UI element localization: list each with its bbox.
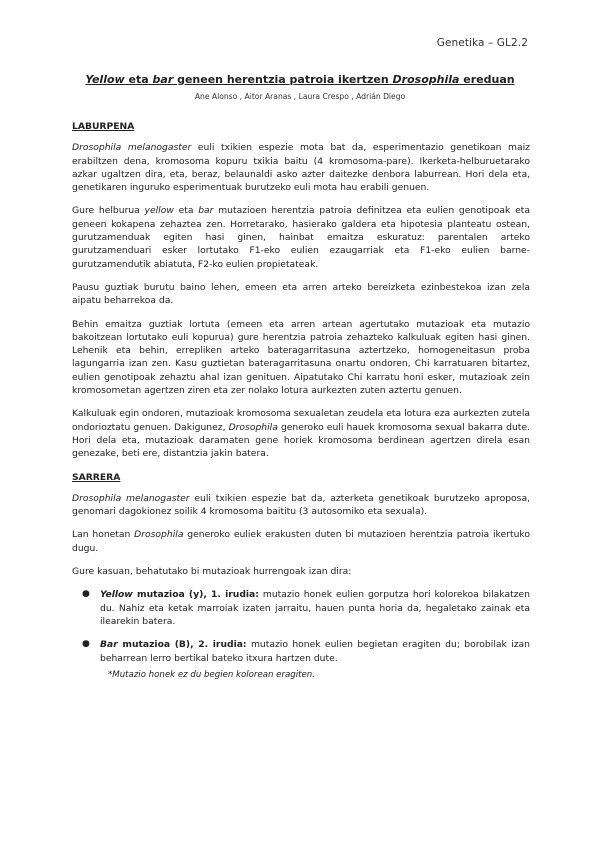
bullet-icon: ●	[82, 639, 90, 650]
mutation-label: mutazioa (B), 2. irudia:	[117, 639, 247, 651]
mutation-label: mutazioa (y), 1. irudia:	[132, 589, 259, 601]
mutation-name: Yellow	[100, 589, 133, 601]
section-heading-laburpena: LABURPENA	[72, 121, 135, 132]
title-gene-bar: bar	[152, 73, 174, 86]
abstract-paragraph: Pausu guztiak burutu baino lehen, emeen eta arren arteko bereizketa ezinbestekoa izan zela aipatu beharrekoa da.	[72, 281, 530, 307]
gene-name: yellow	[144, 205, 174, 217]
title-text: ereduan	[459, 73, 515, 86]
title-text: eta	[124, 73, 153, 86]
species-name: Drosophila melanogaster	[72, 492, 190, 504]
bullet-icon: ●	[82, 589, 90, 600]
footnote: *Mutazio honek ez du begien kolorean eragiten.	[108, 669, 315, 680]
title-text: geneen herentzia patroia ikertzen	[173, 73, 393, 86]
paragraph-text: eta	[173, 205, 199, 217]
mutation-list	[72, 588, 530, 664]
title-genus: Drosophila	[392, 73, 460, 86]
paragraph-text: euli txikien espezie bat da, azterketa genetikoak burutzeko aproposa, genomari dagokionez soilik 4 kromosoma baititu (3 autosomiko eta sexuala).	[72, 492, 531, 518]
abstract-paragraph: Behin emaitza guztiak lortuta (emeen eta arren artean agertutako mutazioak eta mutazio bakoitzean lortutako euli kopurua) gure herentzia patroia zehazteko kalkuluak egiten hasi ginen. Lehenik eta behin, errepliken arteko bateragarritasuna aztertzeko, homogeneitasun proba lagungarria izan zen. Kasu guztietan bateragarritasuna onartu ondoren, Chi karratuaren bitartez, eulien genotipoak zehaztu ahal izan genituen. Aipatutako Chi karratu honi esker, mutazioak zein kromosometan agertzen ziren eta zer nolako lotura aurkezten zuten aztertu genuen.	[72, 318, 530, 397]
abstract-paragraph	[72, 204, 530, 270]
mutation-description: mutazio honek eulien begietan eragiten du; borobilak izan beharrean lerro bertikal bateko itxura hartzen dute.	[100, 639, 531, 664]
paragraph-text: generoko euliek erakusten duten bi mutazioen herentzia patroia ikertuko dugu.	[72, 529, 531, 554]
author-list: Ane Alonso , Aitor Aranas , Laura Crespo , Adrián Diego	[194, 92, 406, 101]
gene-name: bar	[198, 205, 214, 217]
list-item	[82, 638, 530, 665]
paragraph-text: Lan honetan	[72, 529, 135, 541]
paragraph-text: generoko euli hauek kromosoma sexual bakarra dute. Hori dela eta, mutazioak daramaten gene horiek kromosoma berdinean agertzen direla esan genezake, beti ere, distantzia jakin batera.	[72, 421, 530, 460]
running-header: Genetika – GL2.2	[436, 37, 528, 49]
species-name: Drosophila	[228, 421, 278, 433]
mutation-description: mutazio honek eulien gorputza hori kolorekoa bilakatzen du. Nahiz eta ketak marroiak izaten jarraitu, hauen punta horia da, hegaletako zainak eta ilearekin batera.	[100, 589, 530, 627]
title-gene-yellow: Yellow	[85, 73, 125, 86]
intro-paragraph	[72, 492, 530, 519]
species-name: Drosophila melanogaster	[72, 142, 192, 154]
paragraph-text: euli txikien espezie mota bat da, esperimentazio genetikoan maiz erabiltzen dena, kromosoma kopuru txikia baitu (4 kromosoma-pare). Ikerketa-helburuetarako azkar ugaltzen dira, eta, beraz, belaunaldi asko azter daitezke denbora laburrean. Hori dela eta, genetikaren inguruko esperimentuak burutzeko euli mota hau erabili genuen.	[72, 142, 530, 194]
species-name: Drosophila	[134, 529, 184, 541]
paragraph-text: Gure helburua	[72, 205, 145, 217]
intro-paragraph: Gure kasuan, behatutako bi mutazioak hurrengoak izan dira:	[72, 566, 352, 578]
section-heading-sarrera: SARRERA	[72, 471, 121, 483]
mutation-name: Bar	[100, 639, 118, 651]
paper-title	[70, 73, 530, 86]
abstract-paragraph	[72, 141, 530, 194]
abstract-paragraph	[72, 407, 530, 460]
document-body	[72, 120, 530, 682]
paragraph-text: Kalkuluak egin ondoren, mutazioak kromosoma sexualetan zeudela eta lotura eza aurkezten zutela ondorioztatu genuen. Dakigunez,	[72, 408, 530, 433]
paragraph-text: mutazioen herentzia patroia definitzea eta eulien genotipoak eta geneen kokapena zehaztea zen. Horretarako, hasierako galdera eta hipotesia planteatu ostean, gurutzamenduak egiten hasi ginen, hainbat emaitza eskuratuz: parentalen arteko gurutzamenduari esker lortutako F1-eko eulien ezaugarriak eta F1-eko eulien barne-gurutzamendutik abiatuta, F2-ko eulien propietateak.	[72, 205, 530, 270]
list-item	[82, 588, 530, 628]
intro-paragraph	[72, 528, 530, 555]
